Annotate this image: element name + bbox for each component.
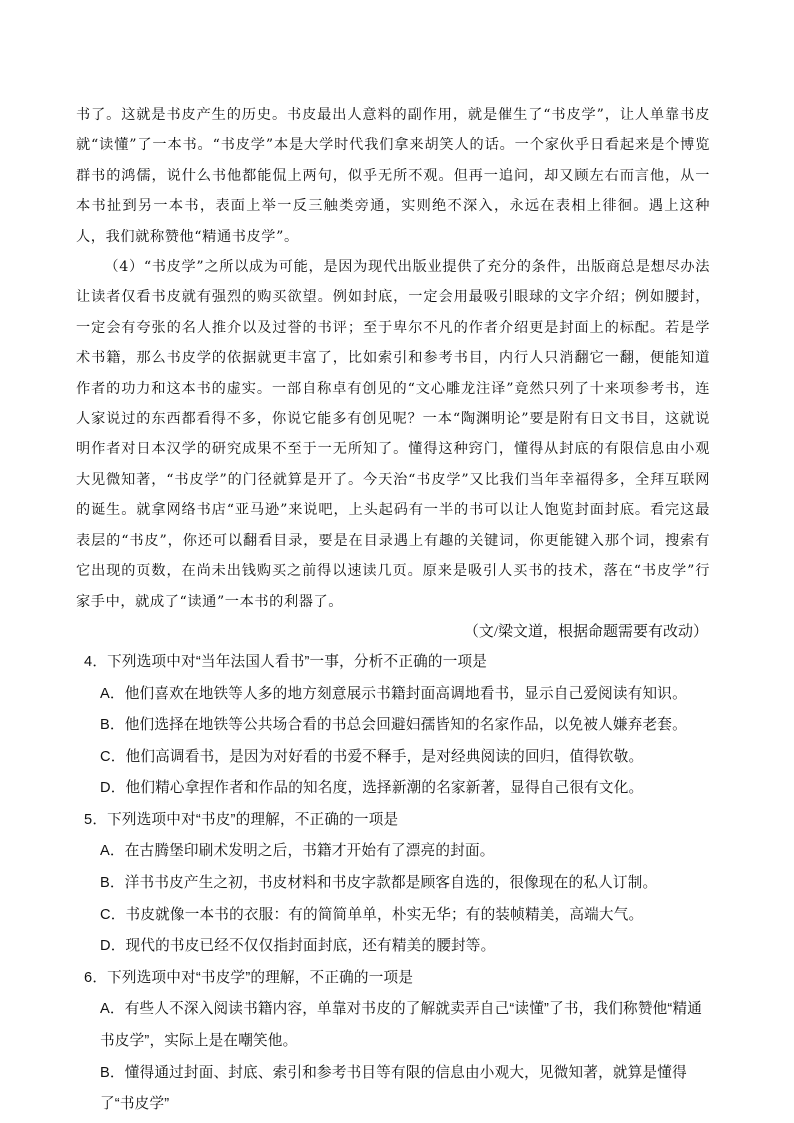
question-stem: 5．下列选项中对“书皮”的理解，不正确的一项是: [84, 811, 399, 828]
option-b: B．懂得通过封面、封底、索引和参考书目等有限的信息由小观大，见微知著，就算是懂得了“书皮学”: [100, 1064, 687, 1113]
option-c: C．他们高调看书，是因为对好看的书爱不释手，是对经典阅读的回归，值得钦敬。: [100, 748, 644, 765]
passage-paragraph-3-tail: 书了。这就是书皮产生的历史。书皮最出人意料的副作用，就是催生了“书皮学”，让人单靠书皮就“读懂”了一本书。“书皮学”本是大学时代我们拿来胡笑人的话。一个家伙乎日看起来是个博览群书的鸿儒，说什么书他都能侃上两句，似乎无所不观。但再一追问，却又顾左右而言他，从一本书扯到另一本书，表面上举一反三触类旁通，实则绝不深入，永远在表相上徘徊。遇上这种人，我们就称赞他“精通书皮学”。: [76, 107, 710, 245]
option-b: B．洋书书皮产生之初，书皮材料和书皮字款都是顾客自选的，很像现在的私人订制。: [100, 875, 658, 892]
question-6: [76, 963, 710, 1121]
question-stem: 4．下列选项中对“当年法国人看书”一事，分析不正确的一项是: [84, 653, 488, 670]
reading-passage: [76, 100, 710, 617]
option-a: A．有些人不深入阅读书籍内容，单靠对书皮的了解就卖弄自己“读懂”了书，我们称赞他“精通书皮学”，实际上是在嘲笑他。: [100, 1001, 703, 1050]
option-b: B．他们选择在地铁等公共场合看的书总会回避妇孺皆知的名家作品，以免被人嫌弃老套。: [100, 717, 687, 734]
option-c: C．书皮就像一本书的衣服：有的简简单单，朴实无华；有的装帧精美，高端大气。: [100, 906, 644, 923]
option-d: D．他们精心拿捏作者和作品的知名度，选择新潮的名家新著，显得自己很有文化。: [100, 780, 644, 797]
option-a: A．在古腾堡印刷术发明之后，书籍才开始有了漂亮的封面。: [100, 843, 495, 860]
question-4: [76, 647, 710, 805]
question-5: [76, 805, 710, 963]
option-d: D．现代的书皮已经不仅仅指封面封底，还有精美的腰封等。: [100, 938, 496, 955]
passage-source: （文/梁文道，根据命题需要有改动）: [463, 623, 708, 640]
question-list: [76, 647, 710, 1121]
option-a: A．他们喜欢在地铁等人多的地方刻意展示书籍封面高调地看书，显示自己爱阅读有知识。: [100, 685, 687, 702]
passage-paragraph-4: （4）“书皮学”之所以成为可能，是因为现代出版业提供了充分的条件，出版商总是想尽办法让读者仅看书皮就有强烈的购买欲望。例如封底，一定会用最吸引眼球的文字介绍；例如腰封，一定会有夸张的名人推介以及过誉的书评；至于卑尔不凡的作者介绍更是封面上的标配。若是学术书籍，那么书皮学的依据就更丰富了，比如索引和参考书目，内行人只消翻它一翻，便能知道作者的功力和这本书的虚实。一部自称卓有创见的“文心雕龙注译”竟然只列了十来项参考书，连人家说过的东西都看得不多，你说它能多有创见呢？一本“陶渊明论”要是附有日文书目，这就说明作者对日本汉学的研究成果不至于一无所知了。懂得这种窍门，懂得从封底的有限信息由小观大见微知著，“书皮学”的门径就算是开了。今天治“书皮学”又比我们当年幸福得多，全拜互联网的诞生。就拿网络书店“亚马逊”来说吧，上头起码有一半的书可以让人饱览封面封底。看完这最表层的“书皮”，你还可以翻看目录，要是在目录遇上有趣的关键词，你更能键入那个词，搜索有它出现的页数，在尚未出钱购买之前得以速读几页。原来是吸引人买书的技术，落在“书皮学”行家手中，就成了“读通”一本书的利器了。: [76, 259, 710, 610]
question-stem: 6．下列选项中对“书皮学”的理解，不正确的一项是: [84, 969, 414, 986]
